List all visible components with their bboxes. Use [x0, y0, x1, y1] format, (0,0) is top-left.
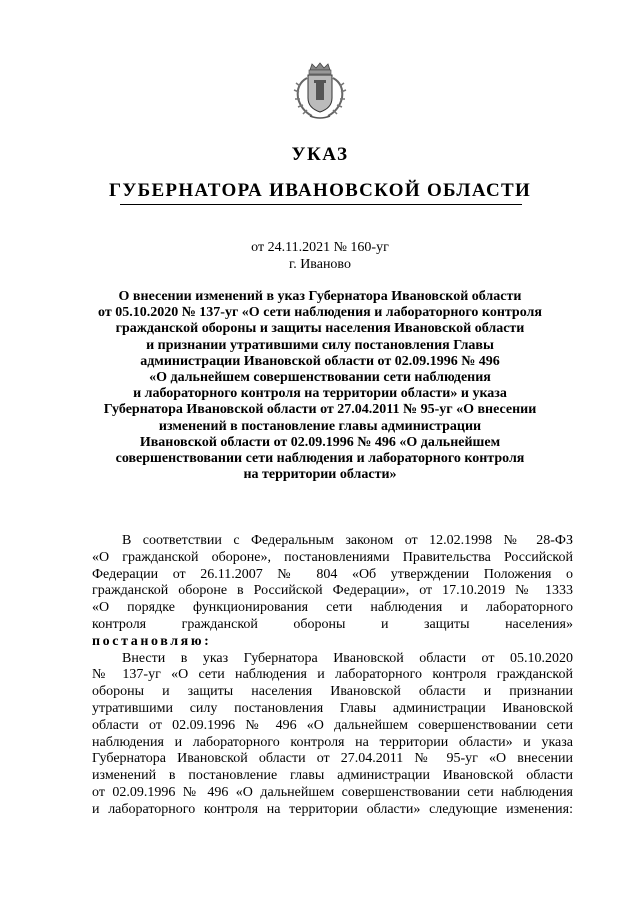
- heading-line: изменений в постановление главы администрации: [158, 418, 482, 434]
- document-city: г. Иваново: [289, 257, 351, 272]
- document-date-number: от 24.11.2021 № 160-уг: [251, 240, 389, 255]
- body-line: контроля гражданской обороны и защиты населения»: [92, 616, 573, 632]
- body-line: Губернатора Ивановской области от 27.04.2011 № 95-уг «О внесении: [92, 751, 573, 767]
- body-line: «О порядке функционирования сети наблюдения и лабораторного: [92, 600, 573, 616]
- heading-line: «О дальнейшем совершенствовании сети наблюдения: [149, 370, 491, 386]
- heading-line: Губернатора Ивановской области от 27.04.2011 № 95-уг «О внесении: [103, 402, 537, 418]
- coat-of-arms-icon: [292, 62, 348, 122]
- paragraph-preamble: [92, 533, 573, 651]
- body-line: области от 02.09.1996 № 496 «О дальнейшем совершенствовании сети: [92, 717, 573, 733]
- document-heading: [60, 289, 580, 483]
- body-line: и лабораторного контроля на территории области» следующие изменения:: [92, 801, 573, 817]
- title-underline: [120, 204, 522, 205]
- heading-line: и признании утратившими силу постановления Главы: [146, 337, 494, 353]
- body-line: Внести в указ Губернатора Ивановской области от 05.10.2020: [122, 650, 573, 666]
- body-line: Федерации от 26.11.2007 № 804 «Об утверждении Положения о: [92, 566, 573, 582]
- paragraph-amendments: [92, 651, 573, 819]
- heading-line: администрации Ивановской области от 02.09.1996 № 496: [140, 353, 500, 369]
- body-line: изменений в постановление главы администрации Ивановской области: [92, 768, 573, 784]
- heading-line: О внесении изменений в указ Губернатора Ивановской области: [118, 289, 522, 304]
- body-line: № 137-уг «О сети наблюдения и лабораторного контроля гражданской: [92, 667, 573, 683]
- heading-line: Ивановской области от 02.09.1996 № 496 «О дальнейшем: [139, 434, 501, 450]
- body-line: «О гражданской обороне», постановлениями Правительства Российской: [92, 549, 573, 565]
- heading-line: совершенствовании сети наблюдения и лабораторного контроля: [115, 451, 525, 467]
- decree-word: постановляю:: [92, 633, 212, 649]
- body-line: обороны и защиты населения Ивановской области и признании: [92, 684, 573, 700]
- heading-line: гражданской обороны и защиты населения Ивановской области: [115, 321, 525, 337]
- heading-line: на территории области»: [243, 467, 397, 483]
- body-line: гражданской обороне в Российской Федерации», от 17.10.2019 № 1333: [92, 583, 573, 599]
- heading-line: от 05.10.2020 № 137-уг «О сети наблюдения и лабораторного контроля: [98, 305, 542, 321]
- body-line: В соответствии с Федеральным законом от 12.02.1998 № 28-ФЗ: [122, 533, 573, 548]
- body-line: наблюдения и лабораторного контроля на территории области» и указа: [92, 734, 573, 750]
- body-line: утратившими силу постановления Главы администрации Ивановской: [92, 700, 573, 716]
- document-title: УКАЗ: [291, 144, 349, 165]
- document-issuer: ГУБЕРНАТОРА ИВАНОВСКОЙ ОБЛАСТИ: [108, 180, 532, 201]
- document-body: [92, 533, 573, 819]
- body-line: от 02.09.1996 № 496 «О дальнейшем совершенствовании сети наблюдения: [92, 784, 573, 800]
- heading-line: и лабораторного контроля на территории области» и указа: [133, 386, 507, 402]
